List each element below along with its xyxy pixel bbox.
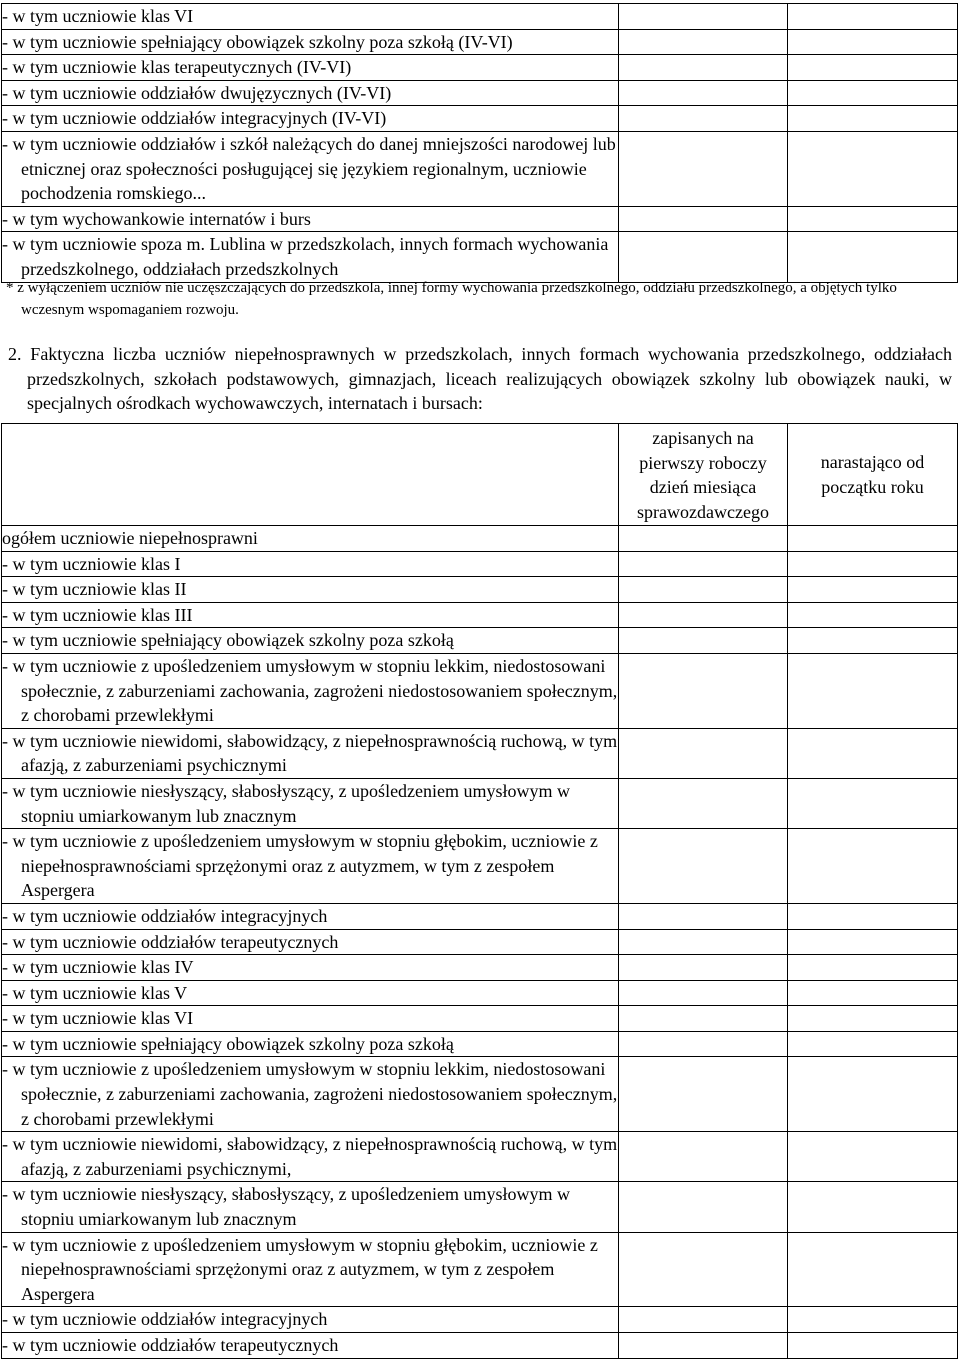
value-cell-cumulative[interactable]: [788, 551, 958, 577]
value-cell-first-workday[interactable]: [619, 80, 788, 106]
row-label-cell: [2, 955, 619, 981]
row-label: - w tym uczniowie klas VI: [2, 1008, 194, 1029]
value-cell-first-workday[interactable]: [619, 551, 788, 577]
value-cell-cumulative[interactable]: [788, 929, 958, 955]
section-2-intro: [0, 318, 960, 416]
row-label-cell: [2, 728, 619, 778]
value-cell-first-workday[interactable]: [619, 1182, 788, 1232]
row-label-cell: [2, 4, 619, 30]
header-label-cell: [2, 424, 619, 526]
value-cell-first-workday[interactable]: [619, 206, 788, 232]
value-cell-cumulative[interactable]: [788, 1307, 958, 1333]
value-cell-cumulative[interactable]: [788, 106, 958, 132]
table-row: [2, 728, 958, 778]
table-row: [2, 131, 958, 206]
row-label-cell: [2, 653, 619, 728]
header-col-cumulative-text: narastająco od początku roku: [820, 452, 925, 497]
header-col-first-workday-text: zapisanych na pierwszy roboczy dzień miesiąca sprawozdawczego: [637, 428, 769, 522]
value-cell-cumulative[interactable]: [788, 80, 958, 106]
table-row: [2, 55, 958, 81]
row-label: - w tym uczniowie niewidomi, słabowidzący, z niepełnosprawnością ruchową, w tym afazją, z zaburzeniami psychicznymi: [2, 730, 618, 776]
value-cell-cumulative[interactable]: [788, 577, 958, 603]
value-cell-cumulative[interactable]: [788, 29, 958, 55]
value-cell-first-workday[interactable]: [619, 1031, 788, 1057]
value-cell-first-workday[interactable]: [619, 55, 788, 81]
row-label: - w tym uczniowie klas V: [2, 982, 188, 1003]
table-row: [2, 929, 958, 955]
row-label-cell: [2, 131, 619, 206]
value-cell-first-workday[interactable]: [619, 106, 788, 132]
value-cell-cumulative[interactable]: [788, 628, 958, 654]
table-row: [2, 1333, 958, 1359]
value-cell-cumulative[interactable]: [788, 1333, 958, 1359]
table-row: [2, 980, 958, 1006]
row-label: - w tym uczniowie spełniający obowiązek szkolny poza szkołą: [2, 630, 454, 651]
table-row: [2, 106, 958, 132]
value-cell-first-workday[interactable]: [619, 1232, 788, 1307]
table-row: [2, 1132, 958, 1182]
section-2-text: 2. Faktyczna liczba uczniów niepełnosprawnych w przedszkolach, innych formach wychowania przedszkolnego, oddziałach przedszkolnych, szkołach podstawowych, gimnazjach, liceach realizujących obowiązek szkolny lub obowiązek nauki, w specjalnych ośrodkach wychowawczych, internatach i bursach:: [8, 344, 952, 414]
value-cell-cumulative[interactable]: [788, 55, 958, 81]
table-row: [2, 955, 958, 981]
value-cell-cumulative[interactable]: [788, 4, 958, 30]
row-label: - w tym uczniowie z upośledzeniem umysłowym w stopniu głębokim, uczniowie z niepełnosprawnościami sprzężonymi oraz z autyzmem, w tym z zespołem Aspergera: [2, 831, 598, 901]
value-cell-first-workday[interactable]: [619, 131, 788, 206]
row-label: - w tym uczniowie niesłyszący, słabosłyszący, z upośledzeniem umysłowym w stopniu umiarkowanym lub znacznym: [2, 780, 571, 826]
table-row: [2, 602, 958, 628]
row-label: - w tym uczniowie spełniający obowiązek szkolny poza szkołą (IV-VI): [2, 31, 513, 52]
row-label: - w tym uczniowie klas III: [2, 604, 193, 625]
value-cell-first-workday[interactable]: [619, 653, 788, 728]
row-label: - w tym uczniowie z upośledzeniem umysłowym w stopniu głębokim, uczniowie z niepełnosprawnościami sprzężonymi oraz z autyzmem, w tym z zespołem Aspergera: [2, 1234, 598, 1304]
row-label: - w tym uczniowie niewidomi, słabowidzący, z niepełnosprawnością ruchową, w tym afazją, z zaburzeniami psychicznymi,: [2, 1134, 618, 1179]
value-cell-first-workday[interactable]: [619, 29, 788, 55]
row-label-cell: [2, 1031, 619, 1057]
row-label: ogółem uczniowie niepełnosprawni: [2, 528, 258, 548]
value-cell-first-workday[interactable]: [619, 728, 788, 778]
row-label-cell: [2, 106, 619, 132]
row-label: - w tym uczniowie klas terapeutycznych (IV-VI): [2, 57, 352, 78]
table-row: [2, 829, 958, 904]
row-label: - w tym uczniowie oddziałów terapeutycznych: [2, 1335, 339, 1355]
enrollment-table-continued: [1, 3, 958, 283]
row-label-cell: [2, 29, 619, 55]
header-col-first-workday: [619, 424, 788, 526]
row-label-cell: [2, 929, 619, 955]
row-label: - w tym uczniowie z upośledzeniem umysłowym w stopniu lekkim, niedostosowani społecznie, z zaburzeniami zachowania, zagrożeni niedostosowaniem społecznym, z chorobami przewlekłymi: [2, 655, 618, 726]
row-label-cell: [2, 577, 619, 603]
row-label: - w tym uczniowie z upośledzeniem umysłowym w stopniu lekkim, niedostosowani społecznie, z zaburzeniami zachowania, zagrożeni niedostosowaniem społecznym, z chorobami przewlekłymi: [2, 1059, 618, 1129]
value-cell-first-workday[interactable]: [619, 4, 788, 30]
row-label-cell: [2, 1132, 619, 1182]
row-label-cell: [2, 1307, 619, 1333]
row-label-cell: [2, 80, 619, 106]
value-cell-first-workday[interactable]: [619, 929, 788, 955]
value-cell-cumulative[interactable]: [788, 778, 958, 828]
value-cell-first-workday[interactable]: [619, 980, 788, 1006]
table-row: [2, 4, 958, 30]
row-label-cell: [2, 1232, 619, 1307]
value-cell-cumulative[interactable]: [788, 1031, 958, 1057]
row-label-cell: [2, 829, 619, 904]
table-row: [2, 551, 958, 577]
value-cell-first-workday[interactable]: [619, 778, 788, 828]
value-cell-cumulative[interactable]: [788, 653, 958, 728]
row-label: - w tym uczniowie klas II: [2, 579, 187, 600]
header-col-cumulative: [788, 424, 958, 526]
row-label: - w tym uczniowie oddziałów integracyjnych: [2, 905, 328, 926]
row-label-cell: [2, 980, 619, 1006]
row-label-cell: [2, 551, 619, 577]
table-header-row: [2, 424, 958, 526]
row-label-cell: [2, 206, 619, 232]
table-row: [2, 1182, 958, 1232]
row-label: - w tym uczniowie klas I: [2, 553, 181, 574]
value-cell-cumulative[interactable]: [788, 1232, 958, 1307]
table-row: [2, 628, 958, 654]
row-label: - w tym uczniowie spełniający obowiązek szkolny poza szkołą: [2, 1033, 454, 1054]
row-label-cell: [2, 1006, 619, 1032]
row-label: - w tym uczniowie klas IV: [2, 957, 194, 978]
value-cell-cumulative[interactable]: [788, 1182, 958, 1232]
row-label-cell: [2, 602, 619, 628]
value-cell-cumulative[interactable]: [788, 955, 958, 981]
value-cell-first-workday[interactable]: [619, 1006, 788, 1032]
row-label: - w tym uczniowie oddziałów integracyjnych (IV-VI): [2, 108, 387, 129]
value-cell-first-workday[interactable]: [619, 829, 788, 904]
value-cell-first-workday[interactable]: [619, 1057, 788, 1132]
row-label-cell: [2, 55, 619, 81]
table-row: [2, 1057, 958, 1132]
value-cell-cumulative[interactable]: [788, 829, 958, 904]
value-cell-cumulative[interactable]: [788, 206, 958, 232]
row-label-cell: [2, 778, 619, 828]
value-cell-first-workday[interactable]: [619, 903, 788, 929]
value-cell-cumulative[interactable]: [788, 1006, 958, 1032]
row-label: - w tym uczniowie spoza m. Lublina w przedszkolach, innych formach wychowania przedszkolnego, oddziałach przedszkolnych: [2, 234, 609, 279]
footnote: [2, 274, 926, 321]
table-row: [2, 29, 958, 55]
table-row: [2, 653, 958, 728]
table-row: [2, 526, 958, 552]
value-cell-first-workday[interactable]: [619, 628, 788, 654]
row-label: - w tym uczniowie oddziałów i szkół należących do danej mniejszości narodowej lub etnicznej oraz społeczności posługującej się językiem regionalnym, uczniowie pochodzenia romskiego...: [2, 133, 616, 204]
value-cell-cumulative[interactable]: [788, 980, 958, 1006]
value-cell-first-workday[interactable]: [619, 955, 788, 981]
row-label: - w tym wychowankowie internatów i burs: [2, 208, 311, 229]
value-cell-cumulative[interactable]: [788, 526, 958, 552]
table-row: [2, 1232, 958, 1307]
value-cell-first-workday[interactable]: [619, 602, 788, 628]
footnote-text: * z wyłączeniem uczniów nie uczęszczających do przedszkola, innej formy wychowania przedszkolnego, oddziału przedszkolnego, a objętych tylko wczesnym wspomaganiem rozwoju.: [6, 280, 897, 318]
row-label: - w tym uczniowie oddziałów integracyjnych: [2, 1309, 328, 1330]
row-label: - w tym uczniowie oddziałów terapeutycznych: [2, 931, 339, 952]
row-label: - w tym uczniowie niesłyszący, słabosłyszący, z upośledzeniem umysłowym w stopniu umiarkowanym lub znacznym: [2, 1184, 571, 1230]
table-row: [2, 903, 958, 929]
value-cell-cumulative[interactable]: [788, 1132, 958, 1182]
table-row: [2, 1307, 958, 1333]
row-label-cell: [2, 903, 619, 929]
value-cell-first-workday[interactable]: [619, 526, 788, 552]
row-label-cell: [2, 1057, 619, 1132]
value-cell-cumulative[interactable]: [788, 131, 958, 206]
row-label-cell: [2, 628, 619, 654]
table-row: [2, 778, 958, 828]
table-row: [2, 80, 958, 106]
row-label-cell: [2, 1333, 619, 1359]
table-row: [2, 206, 958, 232]
table-row: [2, 1031, 958, 1057]
row-label: - w tym uczniowie klas VI: [2, 6, 194, 26]
value-cell-cumulative[interactable]: [788, 602, 958, 628]
table-row: [2, 577, 958, 603]
row-label-cell: [2, 1182, 619, 1232]
row-label: - w tym uczniowie oddziałów dwujęzycznych (IV-VI): [2, 82, 392, 103]
value-cell-first-workday[interactable]: [619, 1132, 788, 1182]
value-cell-first-workday[interactable]: [619, 1333, 788, 1359]
value-cell-cumulative[interactable]: [788, 728, 958, 778]
row-label-cell: [2, 526, 619, 552]
disabled-students-table: [1, 423, 958, 1359]
value-cell-first-workday[interactable]: [619, 577, 788, 603]
value-cell-cumulative[interactable]: [788, 903, 958, 929]
table-row: [2, 1006, 958, 1032]
value-cell-cumulative[interactable]: [788, 1057, 958, 1132]
value-cell-first-workday[interactable]: [619, 1307, 788, 1333]
